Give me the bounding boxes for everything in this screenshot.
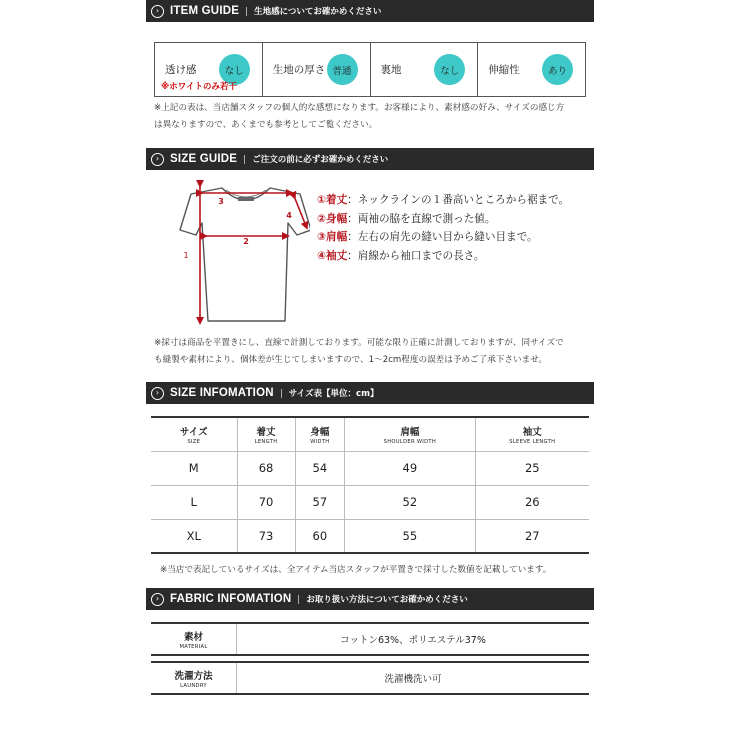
feel-label: 伸縮性 (488, 64, 520, 76)
item-guide-note (154, 100, 594, 134)
fabric-feel-table (154, 42, 586, 97)
fabric-material-row (151, 622, 589, 656)
table-cell: L (151, 485, 237, 519)
divider (298, 595, 299, 604)
table-cell: 60 (295, 519, 344, 553)
feel-cell-stretch (478, 43, 585, 96)
size-guide-note (154, 335, 594, 369)
material-value: コットン63%、ポリエステル37% (340, 635, 486, 646)
table-row (151, 451, 589, 485)
feel-value-badge: 普通 (327, 54, 358, 85)
legend-row: ③肩幅：左右の肩先の縫い目から縫い目まで。 (317, 231, 538, 244)
table-cell: 52 (345, 485, 476, 519)
tshirt-measurement-diagram (160, 178, 310, 328)
note-line: ※採寸は商品を平置きにし、直線で計測しております。可能な限り正確に計測しておりますが、同サイズで (154, 338, 564, 348)
size-guide-header (146, 148, 594, 170)
section-subtitle: サイズ表【単位：cm】 (288, 389, 379, 399)
feel-label: 裏地 (380, 64, 402, 76)
feel-value-badge: なし (219, 54, 250, 85)
measurement-label-4: 4 (286, 211, 292, 220)
table-cell: 27 (475, 519, 589, 553)
column-header: 肩幅 SHOULDER WIDTH (345, 417, 476, 451)
size-info-header (146, 382, 594, 404)
feel-label: 透け感 (165, 64, 197, 76)
fabric-info-header (146, 588, 594, 610)
feel-cell-lining (371, 43, 479, 96)
divider (244, 155, 245, 164)
section-subtitle: ご注文の前に必ずお確かめください (252, 155, 389, 165)
section-title: FABRIC INFOMATION (170, 593, 292, 605)
legend-row: ④袖丈：肩線から袖口までの長さ。 (317, 250, 485, 263)
table-cell: 55 (345, 519, 476, 553)
feel-value-badge: あり (542, 54, 573, 85)
section-subtitle: お取り扱い方法についてお確かめください (306, 595, 468, 605)
section-title: ITEM GUIDE (170, 5, 240, 17)
table-cell: 70 (237, 485, 295, 519)
table-cell: M (151, 451, 237, 485)
feel-note: ※ホワイトのみ若干 (161, 82, 238, 92)
table-cell: 57 (295, 485, 344, 519)
table-cell: 25 (475, 451, 589, 485)
chevron-right-icon: › (151, 593, 164, 606)
table-cell: 54 (295, 451, 344, 485)
table-row (151, 519, 589, 553)
measurement-label-3: 3 (218, 197, 224, 206)
table-row (151, 485, 589, 519)
table-cell: 68 (237, 451, 295, 485)
feel-cell-thickness (263, 43, 371, 96)
table-cell: 49 (345, 451, 476, 485)
legend-row: ②身幅：両袖の脇を直線で測った値。 (317, 212, 496, 225)
size-info-note: ※当店で表記しているサイズは、全アイテム当店スタッフが平置きで採寸した数値を記載しています。 (160, 565, 552, 575)
measurement-legend (317, 191, 569, 266)
measurement-label-2: 2 (243, 237, 249, 246)
chevron-right-icon: › (151, 5, 164, 18)
row-header: 素材 MATERIAL (151, 624, 237, 654)
feel-label: 生地の厚さ (272, 64, 326, 76)
column-header: 袖丈 SLEEVE LENGTH (475, 417, 589, 451)
legend-row: ①着丈：ネックラインの１番高いところから裾まで。 (317, 194, 570, 206)
chevron-right-icon: › (151, 387, 164, 400)
note-line: は異なりますので、あくまでも参考としてご覧ください。 (154, 120, 378, 130)
section-title: SIZE INFOMATION (170, 387, 274, 399)
column-header: サイズ SIZE (151, 417, 237, 451)
column-header: 着丈 LENGTH (237, 417, 295, 451)
fabric-laundry-row (151, 661, 589, 695)
feel-cell-sheerness (155, 43, 263, 96)
section-title: SIZE GUIDE (170, 153, 238, 165)
feel-value-badge: なし (434, 54, 465, 85)
column-header: 身幅 WIDTH (295, 417, 344, 451)
item-guide-header (146, 0, 594, 22)
table-cell: 73 (237, 519, 295, 553)
section-subtitle: 生地感についてお確かめください (254, 7, 382, 17)
divider (246, 7, 247, 16)
note-line: も縫製や素材により、個体差が生じてしまいますので、1〜2cm程度の誤差は予めご了承下さいませ。 (154, 355, 548, 365)
divider (281, 389, 282, 398)
table-header-row (151, 417, 589, 451)
table-cell: 26 (475, 485, 589, 519)
table-cell: XL (151, 519, 237, 553)
note-line: ※上記の表は、当店舗スタッフの個人的な感想になります。お客様により、素材感の好み、サイズの感じ方 (154, 103, 565, 113)
row-header: 洗濯方法 LAUNDRY (151, 663, 237, 693)
laundry-value: 洗濯機洗い可 (384, 674, 442, 685)
measurement-label-1: 1 (183, 251, 189, 260)
size-table (151, 416, 589, 554)
chevron-right-icon: › (151, 153, 164, 166)
